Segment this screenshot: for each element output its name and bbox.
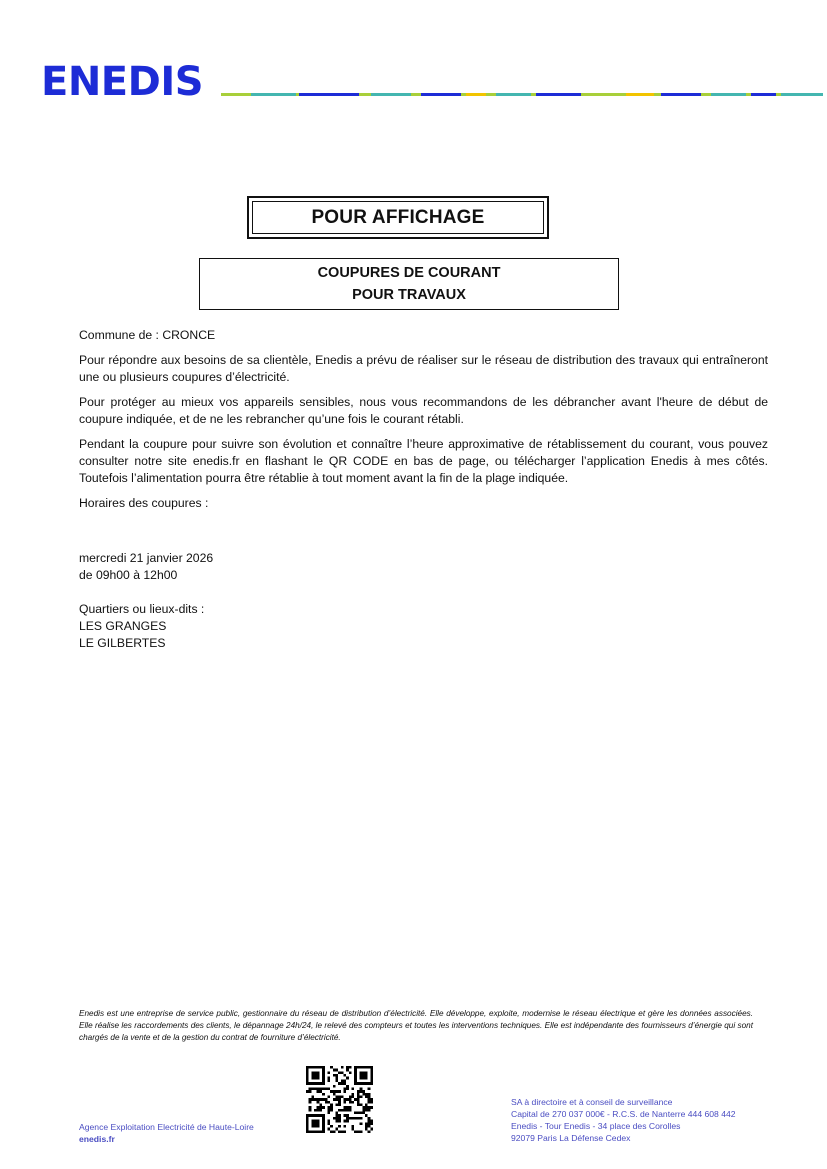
subject-line-1: COUPURES DE COURANT: [317, 265, 501, 281]
subject-line-2: POUR TRAVAUX: [352, 287, 466, 303]
legal-notice: Enedis est une entreprise de service public, gestionnaire du réseau de distribution d’électricité. Elle développe, exploite, modernise le réseau électrique et gère les données associées. Elle réalise les raccordements des clients, le dépannage 24h/24, le relevé des compteurs et toutes les interventions techniques. Elle est indépendante des fournisseurs d’énergie qui sont chargés de la vente et de la gestion du contrat de fourniture d’électricité.: [79, 1009, 753, 1043]
company-line: SA à directoire et à conseil de surveillance: [511, 1097, 673, 1107]
place-item: LES GRANGES: [79, 619, 167, 633]
outage-time-range: de 09h00 à 12h00: [79, 568, 178, 582]
company-line: Capital de 270 037 000€ - R.C.S. de Nanterre 444 608 442: [511, 1109, 736, 1119]
outage-date: mercredi 21 janvier 2026: [79, 551, 214, 565]
footer-company-info: [511, 1096, 736, 1144]
qr-code[interactable]: [306, 1066, 373, 1133]
website-link[interactable]: enedis.fr: [79, 1134, 115, 1144]
paragraph-follow-up: Pendant la coupure pour suivre son évolution et connaître l’heure approximative de rétablissement du courant, vous pouvez consulter notre site enedis.fr en flashant le QR CODE en bas de page, ou télécharger l’application Enedis à mes côtés. Toutefois l’alimentation pourra être rétablie à tout moment avant la fin de la plage indiquée.: [79, 437, 768, 485]
subject-box: [199, 258, 619, 310]
schedule-label: Horaires des coupures :: [79, 496, 209, 510]
commune-line: Commune de : CRONCE: [79, 328, 216, 342]
display-title-box: [247, 196, 549, 239]
company-line: Enedis - Tour Enedis - 34 place des Corolles: [511, 1121, 681, 1131]
agency-name: Agence Exploitation Electricité de Haute-Loire: [79, 1122, 254, 1132]
footer-agency: [79, 1121, 254, 1145]
places-label: Quartiers ou lieux-dits :: [79, 602, 205, 616]
logo-wordmark: ENEDIS: [41, 59, 204, 102]
company-line: 92079 Paris La Défense Cedex: [511, 1133, 631, 1143]
enedis-logo: [40, 56, 218, 102]
display-title: POUR AFFICHAGE: [252, 201, 544, 234]
paragraph-intro: Pour répondre aux besoins de sa clientèle, Enedis a prévu de réaliser sur le réseau de distribution des travaux qui entraîneront une ou plusieurs coupures d’électricité.: [79, 353, 768, 384]
header-decorative-line: [221, 93, 823, 96]
paragraph-advice: Pour protéger au mieux vos appareils sensibles, nous vous recommandons de les débrancher avant l'heure de début de coupure indiquée, et de ne les rebrancher qu’une fois le courant rétabli.: [79, 395, 768, 426]
place-item: LE GILBERTES: [79, 636, 166, 650]
notice-body: [79, 327, 768, 652]
